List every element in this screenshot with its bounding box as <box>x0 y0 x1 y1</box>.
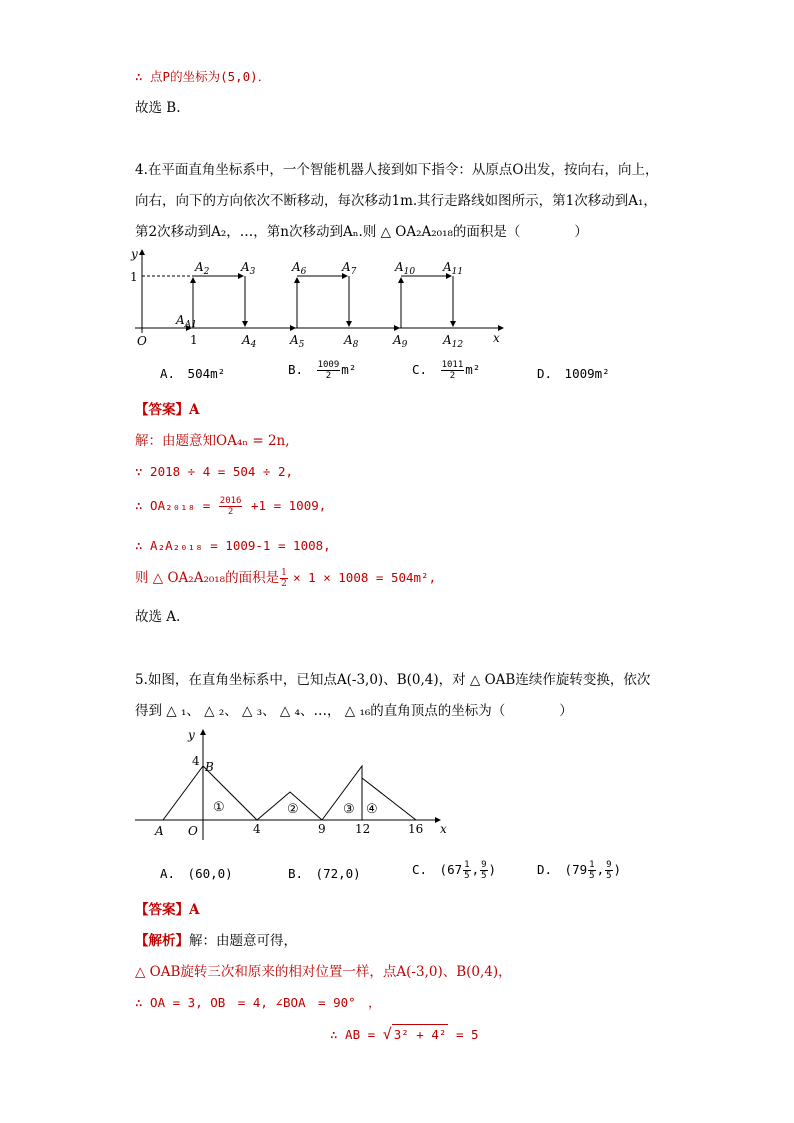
q4-label-a5: $A_5$ <box>290 333 305 350</box>
q4-label-a8: $A_8$ <box>344 333 359 350</box>
q5-stem-line-1: 5.如图，在直角坐标系中，已知点A(-3,0)、B(0,4)，对 △ OAB连续作旋转变换，依次 <box>135 672 651 688</box>
q5-tick-x-4: 4 <box>253 822 261 836</box>
q4-answer-label: 【答案】A <box>135 402 200 418</box>
q4-option-b: B. $\frac{1009}{2}$ m² <box>288 360 357 381</box>
prev-point-p-line: ∴ 点P的坐标为(5,0)． <box>135 69 271 84</box>
q5-axis-x-label: x <box>440 822 447 836</box>
q5-axis-y-label: y <box>188 728 195 742</box>
q5-figure <box>130 725 460 845</box>
q4-stem-line-1: 4.在平面直角坐标系中，一个智能机器人接到如下指令：从原点O出发，按向右，向上， <box>135 162 659 178</box>
q4-stem-line-3: 第2次移动到A₂，…，第n次移动到Aₙ.则 △ OA₂A₂₀₁₈的面积是（ ） <box>135 224 588 240</box>
q4-label-a2: $A_2$ <box>195 260 210 277</box>
q4-stem-line-2: 向右，向下的方向依次不断移动，每次移动1m.其行走路线如图所示，第1次移动到A₁， <box>135 193 657 209</box>
q5-tick-x-12: 12 <box>355 822 371 836</box>
q4-option-c: C. $\frac{1011}{2}$ m² <box>412 360 481 381</box>
q4-option-a: A. 504m² <box>160 366 226 381</box>
q4-axis-y-label: y <box>131 247 138 261</box>
q5-stem-line-2: 得到 △ ₁、 △ ₂、 △ ₃、 △ ₄、…， △ ₁₆的直角顶点的坐标为（ ） <box>135 703 573 719</box>
q4-label-a1: $A_{A1}$ <box>176 313 197 330</box>
q4-figure <box>125 245 520 350</box>
q5-circle-2: ② <box>287 802 299 817</box>
q4-solution-2: ∵ 2018 ÷ 4 = 504 ÷ 2, <box>135 464 294 479</box>
q4-label-a9: $A_9$ <box>393 333 408 350</box>
q4-origin-label: O <box>137 334 147 348</box>
q5-option-c: C. (67 $\frac{1}{5}$ , $\frac{9}{5}$ ) <box>412 860 497 881</box>
q4-choose-line: 故选 A. <box>135 609 181 625</box>
q4-solution-5: 则 △ OA₂A₂₀₁₈的面积是 $\frac{1}{2}$ × 1 × 1008 = 504m², <box>135 568 437 589</box>
q4-tick-1-x: 1 <box>190 333 198 347</box>
q5-tick-x-9: 9 <box>318 822 326 836</box>
q4-axis-x-label: x <box>493 331 500 345</box>
q5-tick-4y: 4 <box>192 754 200 768</box>
q5-circle-4: ④ <box>366 802 378 817</box>
q5-circle-1: ① <box>213 800 225 815</box>
q5-circle-3: ③ <box>343 802 355 817</box>
q5-label-o: O <box>188 824 198 838</box>
q5-option-d: D. (79 $\frac{1}{5}$ , $\frac{9}{5}$ ) <box>537 860 622 881</box>
q4-label-a6: $A_6$ <box>292 260 307 277</box>
q5-tick-x-16: 16 <box>408 822 424 836</box>
prev-choose-text: 故选 B. <box>135 100 181 116</box>
q4-label-a7: $A_7$ <box>342 260 357 277</box>
q4-tick-1-y: 1 <box>130 270 138 284</box>
q4-label-a3: $A_3$ <box>241 260 256 277</box>
q4-label-a10: $A_{10}$ <box>395 260 416 277</box>
q4-label-a12: $A_{12}$ <box>443 333 464 350</box>
q5-solution-1: △ OAB旋转三次和原来的相对位置一样，点A(-3,0)、B(0,4)， <box>135 964 512 980</box>
q4-solution-4: ∴ A₂A₂₀₁₈ = 1009-1 = 1008, <box>135 538 331 553</box>
q4-solution-1: 解：由题意知OA₄ₙ = 2n, <box>135 433 290 449</box>
q4-option-d: D. 1009m² <box>537 366 610 381</box>
q5-option-b: B. (72,0) <box>288 866 361 881</box>
q5-analysis-line: 【解析】解：由题意可得， <box>135 933 297 949</box>
q5-answer-label: 【答案】A <box>135 902 200 918</box>
q5-solution-3: ∴ AB = √ 3² + 4² = 5 <box>330 1025 479 1043</box>
q4-label-a4: $A_4$ <box>242 333 257 350</box>
prev-choose-line <box>135 98 181 118</box>
q5-label-a: A <box>155 824 164 838</box>
q4-solution-3: ∴ OA₂₀₁₈ = $\frac{2016}{2}$ +1 = 1009, <box>135 496 327 517</box>
sqrt-icon: √ <box>382 1025 392 1043</box>
q5-solution-2: ∴ OA = 3, OB = 4, ∠BOA = 90° ， <box>135 995 381 1010</box>
q4-label-a11: $A_{11}$ <box>443 260 464 277</box>
q5-label-b: B <box>205 760 214 774</box>
q5-option-a: A. (60,0) <box>160 866 233 881</box>
